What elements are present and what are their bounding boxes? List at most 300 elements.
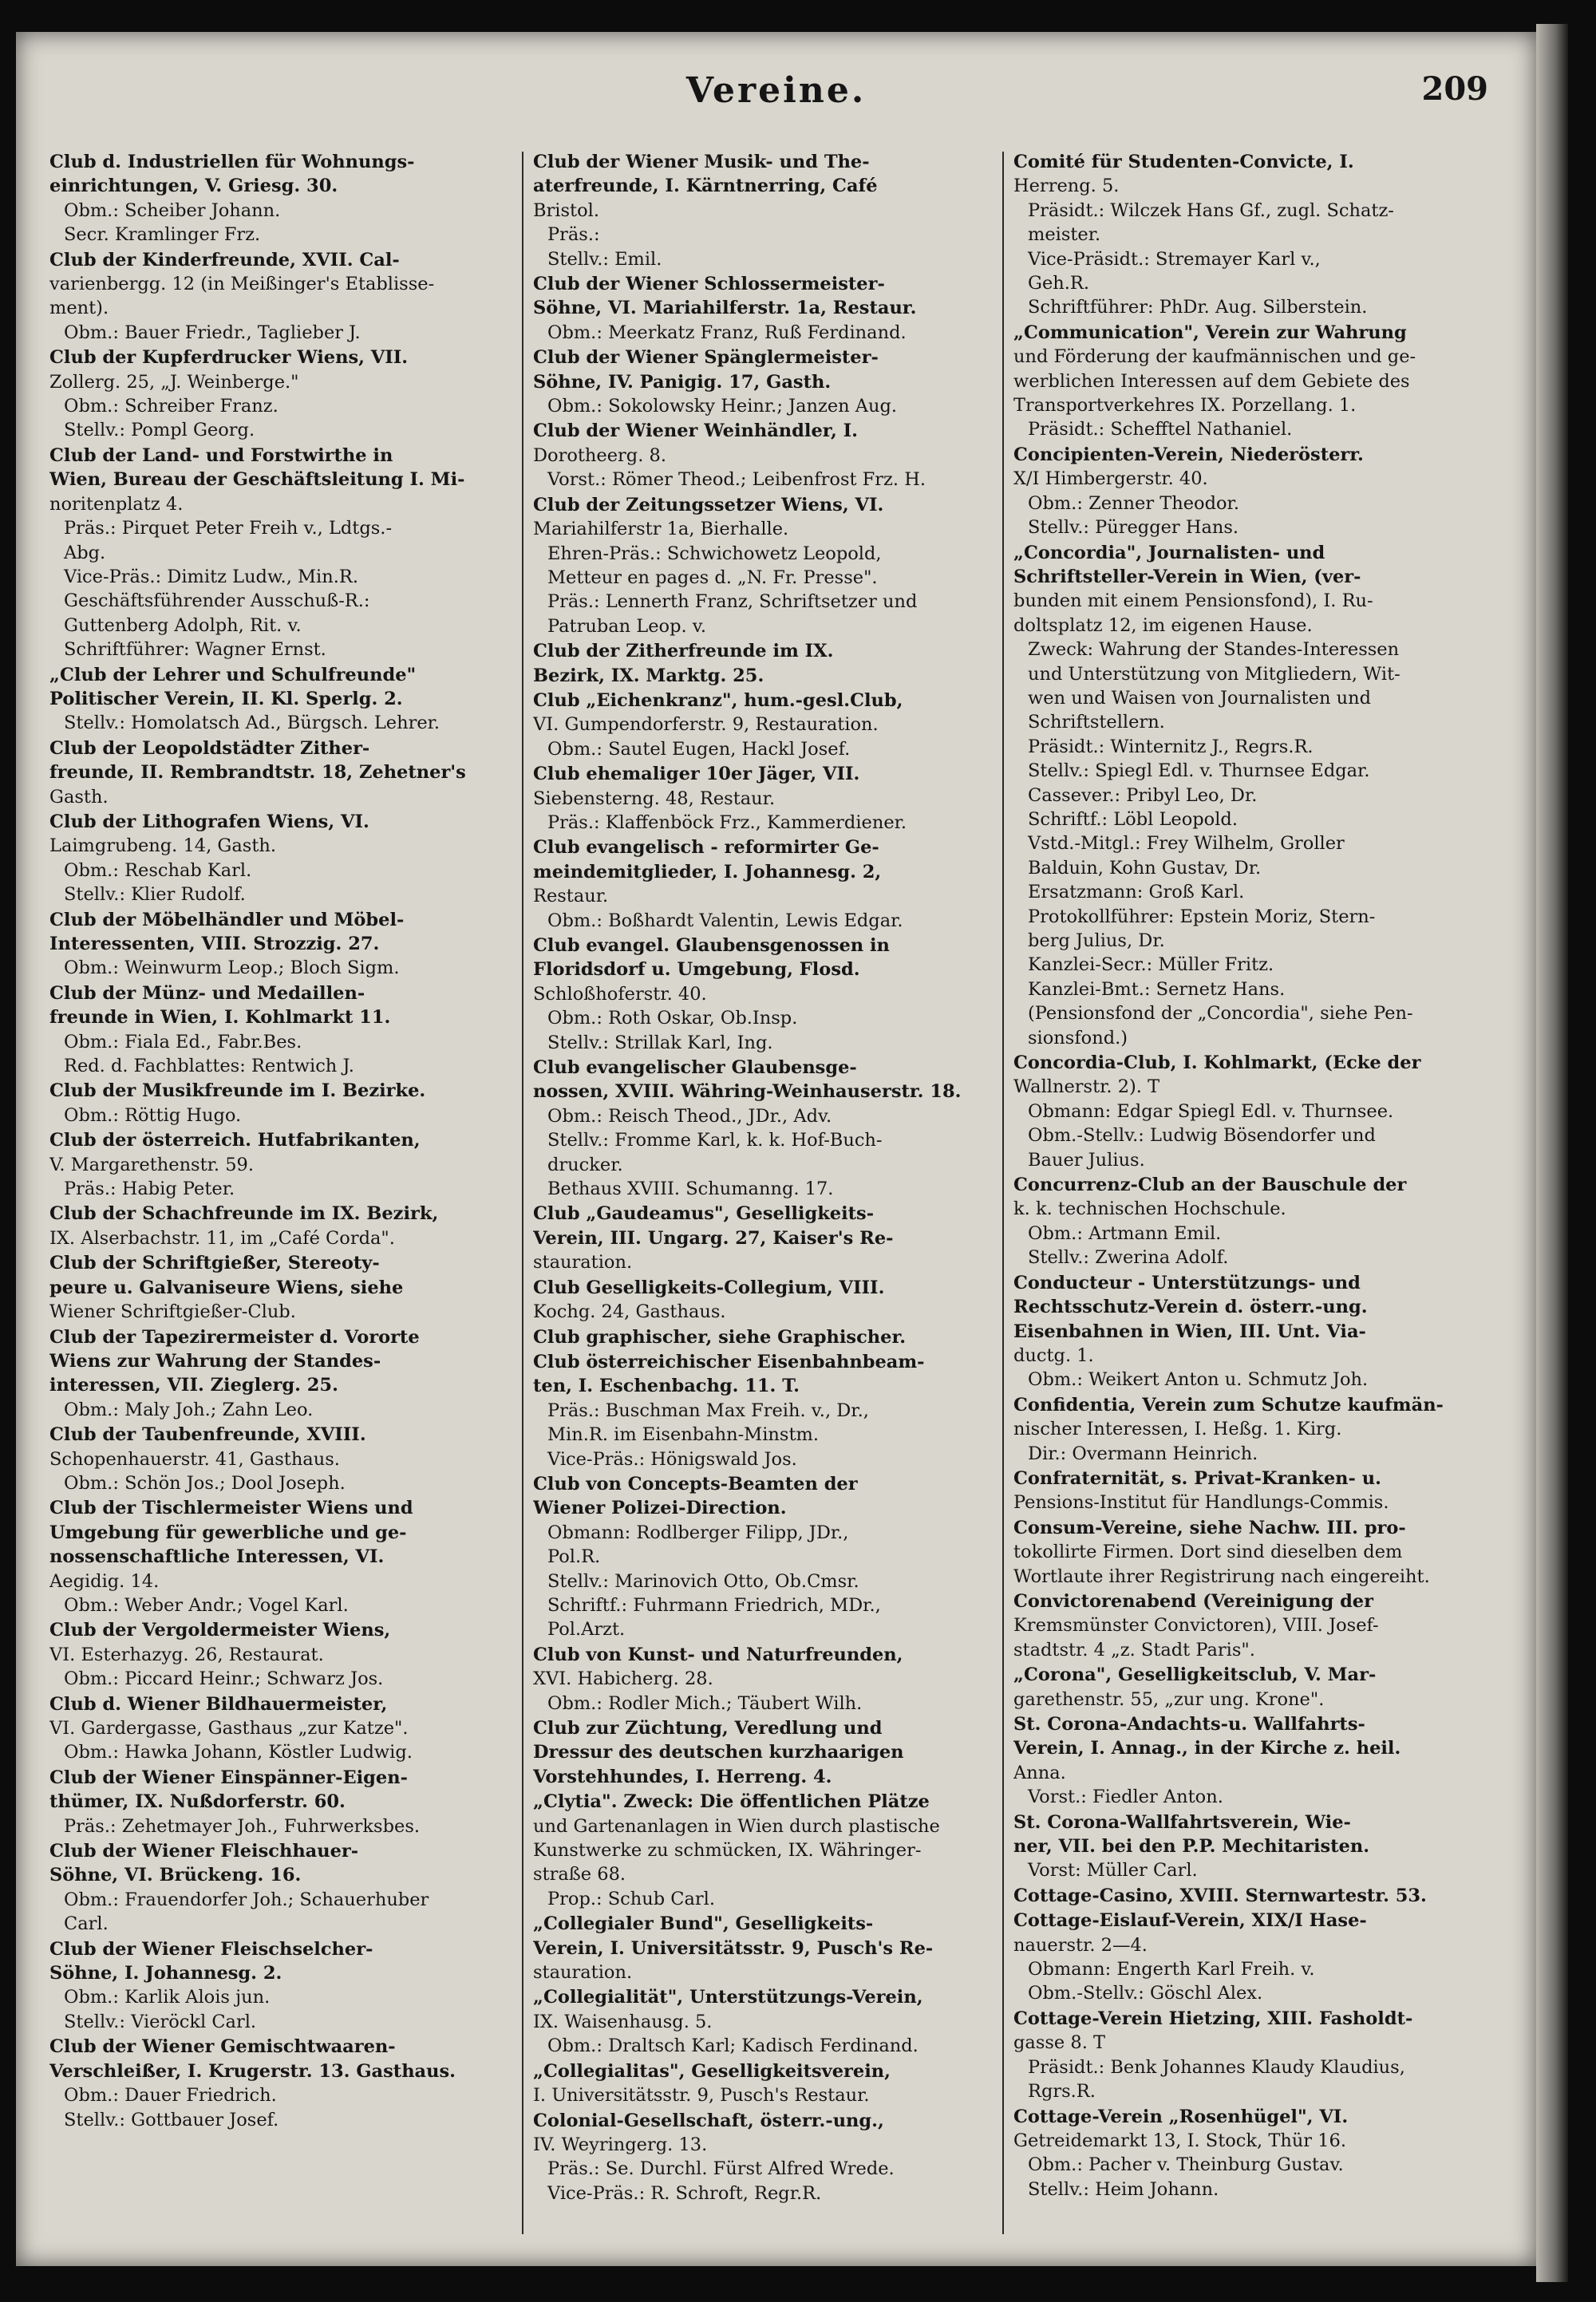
entry-text-line: Obm.: Zenner Theodor.: [1028, 492, 1239, 514]
entry-text-line: Stellv.: Homolatsch Ad., Bürgsch. Lehrer.: [64, 713, 440, 734]
entry-heading-line: „Collegialer Bund", Geselligkeits-: [533, 1913, 874, 1935]
entry-text-line: Präs.:: [547, 224, 600, 246]
entry-text-line: Obm.: Piccard Heinr.; Schwarz Jos.: [64, 1668, 384, 1690]
entry-text-line: Pensions-Institut für Handlungs-Commis.: [1013, 1492, 1389, 1514]
entry-heading-line: Club d. Industriellen für Wohnungs-: [49, 152, 415, 172]
entry-text-line: Bristol.: [533, 199, 599, 221]
book-edge: [1536, 24, 1568, 2282]
entry-text-line: Schloßhoferstr. 40.: [533, 983, 707, 1005]
entry-heading-line: Schriftsteller-Verein in Wien, (ver-: [1013, 566, 1361, 587]
entry-text-line: Präs.: Zehetmayer Joh., Fuhrwerksbes.: [64, 1815, 421, 1837]
entry-text-line: Vice-Präsidt.: Stremayer Karl v.,: [1028, 248, 1321, 270]
directory-entry: [533, 1716, 992, 1789]
entry-heading-line: Cottage-Eislauf-Verein, XIX/I Hase-: [1013, 1910, 1367, 1932]
entry-heading-line: Club der Möbelhändler und Möbel-: [49, 909, 405, 930]
entry-heading-line: Club der Münz- und Medaillen-: [49, 982, 365, 1004]
entry-heading-line: Wiens zur Wahrung der Standes-: [49, 1350, 381, 1372]
entry-text-line: Obm.: Schön Jos.; Dool Joseph.: [64, 1472, 346, 1494]
directory-entry: [1013, 1467, 1472, 1515]
entry-text-line: Anna.: [1013, 1762, 1066, 1783]
entry-text-line: Präsidt.: Benk Johannes Klaudy Klaudius,: [1028, 2056, 1405, 2078]
entry-text-line: I. Universitätsstr. 9, Pusch's Restaur.: [533, 2085, 870, 2107]
entry-heading-line: Bezirk, IX. Marktg. 25.: [533, 665, 764, 686]
entry-text-line: Stellv.: Zwerina Adolf.: [1028, 1247, 1229, 1269]
entry-heading-line: Floridsdorf u. Umgebung, Flosd.: [533, 959, 860, 981]
entry-heading-line: Verschleißer, I. Krugerstr. 13. Gasthaus.: [49, 2060, 456, 2082]
directory-entry: [1013, 1712, 1472, 1810]
entry-text-line: Protokollführer: Epstein Moriz, Stern-: [1028, 906, 1376, 927]
entry-text-line: Obm.: Reisch Theod., JDr., Adv.: [547, 1105, 832, 1127]
directory-entry: [1013, 443, 1472, 540]
entry-heading-line: Club der Kupferdrucker Wiens, VII.: [49, 347, 409, 369]
entry-text-line: Obmann: Edgar Spiegl Edl. v. Thurnsee.: [1028, 1100, 1394, 1122]
entry-heading-line: ner, VII. bei den P.P. Mechitaristen.: [1013, 1836, 1370, 1858]
entry-text-line: Rgrs.R.: [1028, 2081, 1096, 2103]
entry-heading-line: Club der Wiener Musik- und The-: [533, 152, 870, 172]
entry-text-line: Guttenberg Adolph, Rit. v.: [64, 614, 302, 636]
entry-text-line: Zweck: Wahrung der Standes-Interessen: [1028, 639, 1400, 661]
directory-entry: [533, 1276, 992, 1325]
entry-text-line: Obm.-Stellv.: Ludwig Bösendorfer und: [1028, 1125, 1376, 1147]
directory-entry: [49, 1839, 508, 1937]
entry-text-line: Präs.: Buschman Max Freih. v., Dr.,: [547, 1400, 869, 1421]
entry-text-line: IX. Waisenhausg. 5.: [533, 2011, 713, 2032]
entry-heading-line: Club evangelischer Glaubensge-: [533, 1057, 857, 1079]
entry-heading-line: Verein, III. Ungarg. 27, Kaiser's Re-: [533, 1227, 894, 1249]
entry-heading-line: Club der Wiener Schlossermeister-: [533, 274, 885, 295]
entry-heading-line: St. Corona-Andachts-u. Wallfahrts-: [1013, 1714, 1365, 1735]
entry-text-line: Restaur.: [533, 886, 609, 907]
directory-entry: [49, 1251, 508, 1324]
entry-heading-line: nossen, XVIII. Währing-Weinhauserstr. 18.: [533, 1081, 962, 1103]
entry-text-line: Obm.: Rodler Mich.; Täubert Wilh.: [547, 1692, 863, 1714]
entry-text-line: Obm.: Weinwurm Leop.; Bloch Sigm.: [64, 958, 400, 979]
directory-entry: [49, 444, 508, 662]
directory-entry: [1013, 1516, 1472, 1589]
entry-heading-line: Söhne, VI. Brückeng. 16.: [49, 1865, 302, 1886]
entry-heading-line: Cottage-Verein Hietzing, XIII. Fasholdt-: [1013, 2008, 1413, 2029]
entry-heading-line: Dressur des deutschen kurzhaarigen: [533, 1742, 904, 1763]
directory-entry: [49, 810, 508, 907]
directory-entry: [533, 493, 992, 638]
entry-text-line: Präsidt.: Schefftel Nathaniel.: [1028, 419, 1293, 440]
entry-text-line: X/I Himbergerstr. 40.: [1013, 468, 1208, 490]
entry-heading-line: Club zur Züchtung, Veredlung und: [533, 1718, 883, 1739]
entry-heading-line: Club ehemaliger 10er Jäger, VII.: [533, 764, 860, 785]
entry-heading-line: Vorstehhundes, I. Herreng. 4.: [533, 1766, 832, 1787]
entry-text-line: Min.R. im Eisenbahn-Minstm.: [547, 1424, 819, 1446]
entry-heading-line: freunde in Wien, I. Kohlmarkt 11.: [49, 1007, 391, 1029]
entry-text-line: Präs.: Habig Peter.: [64, 1179, 235, 1200]
entry-text-line: Wallnerstr. 2). T: [1013, 1076, 1160, 1098]
page-number: 209: [1421, 70, 1488, 108]
entry-heading-line: „Corona", Geselligkeitsclub, V. Mar-: [1013, 1664, 1377, 1686]
entry-text-line: Zollerg. 25, „J. Weinberge.": [49, 371, 299, 393]
entry-heading-line: Confidentia, Verein zum Schutze kaufmän-: [1013, 1394, 1444, 1416]
entry-text-line: Stellv.: Gottbauer Josef.: [64, 2109, 279, 2130]
entry-text-line: Obm.: Schreiber Franz.: [64, 396, 279, 417]
book-page: [16, 32, 1536, 2266]
directory-entry: [533, 1985, 992, 2058]
directory-entry: [49, 1937, 508, 2035]
entry-heading-line: thümer, IX. Nußdorferstr. 60.: [49, 1791, 346, 1813]
entry-heading-line: ten, I. Eschenbachg. 11. T.: [533, 1376, 800, 1397]
entry-text-line: Obm.: Sautel Eugen, Hackl Josef.: [547, 738, 851, 760]
entry-text-line: Prop.: Schub Carl.: [547, 1888, 716, 1909]
entry-heading-line: Verein, I. Annag., in der Kirche z. heil.: [1013, 1738, 1401, 1759]
entry-text-line: stadtstr. 4 „z. Stadt Paris".: [1013, 1639, 1255, 1660]
entry-text-line: noritenplatz 4.: [49, 493, 184, 515]
entry-text-line: Red. d. Fachblattes: Rentwich J.: [64, 1056, 354, 1077]
entry-text-line: Obm.: Maly Joh.; Zahn Leo.: [64, 1399, 314, 1420]
entry-heading-line: Club der Kinderfreunde, XVII. Cal-: [49, 249, 400, 270]
entry-text-line: Carl.: [64, 1913, 109, 1935]
entry-text-line: Obm.: Weikert Anton u. Schmutz Joh.: [1028, 1369, 1369, 1391]
entry-text-line: Cassever.: Pribyl Leo, Dr.: [1028, 784, 1258, 806]
entry-text-line: doltsplatz 12, im eigenen Hause.: [1013, 614, 1313, 636]
entry-text-line: Dorotheerg. 8.: [533, 444, 666, 466]
entry-text-line: Pol.Arzt.: [547, 1619, 626, 1641]
entry-heading-line: Wiener Polizei-Direction.: [533, 1498, 787, 1519]
directory-entry: [1013, 321, 1472, 442]
entry-heading-line: nossenschaftliche Interessen, VI.: [49, 1546, 385, 1568]
entry-text-line: Schriftführer: Wagner Ernst.: [64, 639, 326, 661]
entry-heading-line: Verein, I. Universitätsstr. 9, Pusch's Re-: [533, 1937, 934, 1959]
directory-entry: [49, 736, 508, 809]
entry-heading-line: Club der Wiener Fleischhauer-: [49, 1841, 359, 1862]
entry-text-line: Gasth.: [49, 786, 109, 807]
entry-text-line: Transportverkehres IX. Porzellang. 1.: [1013, 395, 1357, 417]
directory-entry: [49, 1423, 508, 1495]
directory-entry: [533, 1643, 992, 1716]
entry-heading-line: Club evangel. Glaubensgenossen in: [533, 935, 890, 956]
directory-entry: [49, 248, 508, 345]
entry-text-line: Stellv.: Heim Johann.: [1028, 2178, 1219, 2200]
column-divider: [522, 152, 523, 2234]
entry-text-line: Stellv.: Püregger Hans.: [1028, 517, 1239, 539]
entry-text-line: IX. Alserbachstr. 11, im „Café Corda".: [49, 1227, 395, 1249]
directory-entry: [1013, 1589, 1472, 1662]
entry-text-line: Bauer Julius.: [1028, 1149, 1145, 1171]
entry-heading-line: Cottage-Verein „Rosenhügel", VI.: [1013, 2106, 1349, 2127]
entry-text-line: Obm.: Röttig Hugo.: [64, 1104, 242, 1126]
entry-heading-line: meindemitglieder, I. Johannesg. 2,: [533, 861, 882, 882]
entry-heading-line: Söhne, VI. Mariahilferstr. 1a, Restaur.: [533, 298, 917, 319]
directory-entry: [1013, 1909, 1472, 2006]
entry-text-line: Schriftstellern.: [1028, 712, 1165, 733]
entry-text-line: Präs.: Se. Durchl. Fürst Alfred Wrede.: [547, 2158, 895, 2180]
directory-entry: [49, 150, 508, 247]
directory-entry: [533, 1472, 992, 1642]
entry-heading-line: Club d. Wiener Bildhauermeister,: [49, 1693, 388, 1715]
entry-text-line: Obm.: Reschab Karl.: [64, 859, 252, 881]
directory-entry: [1013, 1271, 1472, 1392]
entry-text-line: Präs.: Pirquet Peter Freih v., Ldtgs.-: [64, 518, 393, 539]
entry-text-line: Vstd.-Mitgl.: Frey Wilhelm, Groller: [1028, 833, 1345, 855]
entry-heading-line: Club der Schriftgießer, Stereoty-: [49, 1253, 380, 1274]
entry-text-line: Vice-Präs.: Hönigswald Jos.: [547, 1448, 797, 1470]
entry-heading-line: Politischer Verein, II. Kl. Sperlg. 2.: [49, 688, 403, 709]
entry-text-line: Abg.: [64, 542, 106, 563]
entry-text-line: Balduin, Kohn Gustav, Dr.: [1028, 857, 1262, 879]
entry-text-line: Ersatzmann: Groß Karl.: [1028, 882, 1245, 903]
entry-text-line: Obm.: Scheiber Johann.: [64, 199, 281, 221]
entry-text-line: Vice-Präs.: Dimitz Ludw., Min.R.: [64, 566, 358, 587]
entry-text-line: Obm.: Draltsch Karl; Kadisch Ferdinand.: [547, 2035, 918, 2057]
entry-text-line: Bethaus XVIII. Schumanng. 17.: [547, 1179, 834, 1200]
entry-heading-line: Club Geselligkeits-Collegium, VIII.: [533, 1277, 885, 1298]
entry-heading-line: Club der Land- und Forstwirthe in: [49, 444, 393, 466]
directory-entry: [533, 272, 992, 345]
entry-text-line: Metteur en pages d. „N. Fr. Presse".: [547, 567, 878, 588]
entry-text-line: Ehren-Präs.: Schwichowetz Leopold,: [547, 543, 882, 564]
directory-entry: [533, 150, 992, 271]
entry-heading-line: Colonial-Gesellschaft, österr.-ung.,: [533, 2110, 884, 2131]
entry-text-line: Geh.R.: [1028, 273, 1090, 294]
directory-entry: [1013, 1810, 1472, 1883]
entry-text-line: Mariahilferstr 1a, Bierhalle.: [533, 519, 789, 540]
entry-heading-line: Club der Wiener Weinhändler, I.: [533, 421, 858, 442]
entry-text-line: Obm.: Artmann Emil.: [1028, 1222, 1222, 1244]
entry-text-line: Obm.: Sokolowsky Heinr.; Janzen Aug.: [547, 396, 898, 417]
entry-text-line: Herreng. 5.: [1013, 176, 1120, 197]
entry-text-line: Stellv.: Fromme Karl, k. k. Hof-Buch-: [547, 1130, 883, 1151]
directory-entry: [533, 1912, 992, 1984]
entry-heading-line: Club „Eichenkranz", hum.-gesl.Club,: [533, 689, 903, 711]
entry-heading-line: Club der Tapezirermeister d. Vororte: [49, 1326, 420, 1348]
entry-text-line: Obm.: Roth Oskar, Ob.Insp.: [547, 1008, 798, 1029]
entry-heading-line: Club evangelisch - reformirter Ge-: [533, 837, 879, 859]
directory-entry: [49, 1128, 508, 1201]
directory-entry: [49, 2035, 508, 2132]
entry-text-line: Obm.: Bauer Friedr., Taglieber J.: [64, 322, 361, 343]
entry-text-line: Obmann: Engerth Karl Freih. v.: [1028, 1959, 1315, 1980]
directory-entry: [533, 835, 992, 933]
directory-entry: [1013, 1884, 1472, 1908]
entry-heading-line: Concordia-Club, I. Kohlmarkt, (Ecke der: [1013, 1052, 1421, 1074]
directory-entry: [49, 908, 508, 981]
entry-heading-line: Club der Wiener Einspänner-Eigen-: [49, 1767, 408, 1788]
entry-text-line: und Förderung der kaufmännischen und ge-: [1013, 346, 1416, 368]
directory-entry: [533, 1350, 992, 1471]
entry-heading-line: Rechtsschutz-Verein d. österr.-ung.: [1013, 1297, 1368, 1318]
directory-entry: [49, 1325, 508, 1423]
entry-text-line: Schriftf.: Fuhrmann Friedrich, MDr.,: [547, 1594, 881, 1616]
entry-heading-line: Consum-Vereine, siehe Nachw. III. pro-: [1013, 1517, 1406, 1538]
directory-entry: [533, 1202, 992, 1274]
entry-text-line: Kanzlei-Bmt.: Sernetz Hans.: [1028, 978, 1286, 1000]
directory-entry: [49, 345, 508, 443]
entry-text-line: VI. Gardergasse, Gasthaus „zur Katze".: [49, 1718, 409, 1739]
entry-heading-line: Club der Leopoldstädter Zither-: [49, 737, 370, 759]
entry-heading-line: Söhne, I. Johannesg. 2.: [49, 1963, 282, 1984]
entry-text-line: Stellv.: Marinovich Otto, Ob.Cmsr.: [547, 1570, 859, 1592]
directory-entry: [1013, 541, 1472, 1051]
entry-heading-line: Club der Zeitungssetzer Wiens, VI.: [533, 494, 884, 515]
directory-entry: [49, 1766, 508, 1838]
directory-entry: [1013, 1663, 1472, 1712]
entry-heading-line: Concurrenz-Club an der Bauschule der: [1013, 1175, 1407, 1196]
entry-heading-line: Club von Kunst- und Naturfreunden,: [533, 1644, 903, 1665]
entry-text-line: Obm.: Meerkatz Franz, Ruß Ferdinand.: [547, 322, 907, 343]
directory-entry: [533, 934, 992, 1055]
entry-text-line: VI. Gumpendorferstr. 9, Restauration.: [533, 714, 879, 736]
entry-heading-line: einrichtungen, V. Griesg. 30.: [49, 176, 338, 197]
entry-text-line: XVI. Habicherg. 28.: [533, 1668, 713, 1690]
entry-text-line: stauration.: [533, 1252, 633, 1273]
entry-text-line: nauerstr. 2—4.: [1013, 1934, 1148, 1956]
page-title: Vereine.: [685, 70, 867, 111]
entry-heading-line: „Collegialitas", Geselligkeitsverein,: [533, 2060, 891, 2082]
entry-heading-line: „Clytia". Zweck: Die öffentlichen Plätze: [533, 1791, 930, 1813]
entry-heading-line: aterfreunde, I. Kärntnerring, Café: [533, 176, 878, 197]
entry-text-line: Stellv.: Emil.: [547, 248, 662, 270]
entry-text-line: Stellv.: Pompl Georg.: [64, 420, 255, 441]
entry-heading-line: Club der Taubenfreunde, XVIII.: [49, 1424, 366, 1446]
entry-heading-line: St. Corona-Wallfahrtsverein, Wie-: [1013, 1811, 1351, 1833]
entry-text-line: wen und Waisen von Journalisten und: [1028, 687, 1371, 709]
entry-text-line: Getreidemarkt 13, I. Stock, Thür 16.: [1013, 2130, 1346, 2151]
directory-entry: [533, 1056, 992, 1201]
directory-entry: [533, 2109, 992, 2206]
entry-heading-line: Concipienten-Verein, Niederösterr.: [1013, 444, 1364, 465]
directory-entry: [533, 1325, 992, 1349]
entry-text-line: Dir.: Overmann Heinrich.: [1028, 1443, 1258, 1464]
entry-text-line: Kanzlei-Secr.: Müller Fritz.: [1028, 954, 1274, 976]
entry-text-line: bunden mit einem Pensionsfond), I. Ru-: [1013, 590, 1373, 612]
entry-text-line: Präsidt.: Wilczek Hans Gf., zugl. Schatz-: [1028, 199, 1394, 221]
entry-text-line: Stellv.: Klier Rudolf.: [64, 884, 246, 906]
entry-heading-line: Eisenbahnen in Wien, III. Unt. Via-: [1013, 1321, 1366, 1342]
entry-text-line: k. k. technischen Hochschule.: [1013, 1198, 1286, 1220]
entry-text-line: Stellv.: Strillak Karl, Ing.: [547, 1032, 773, 1053]
entry-text-line: Laimgrubeng. 14, Gasth.: [49, 835, 277, 857]
directory-entry: [1013, 150, 1472, 320]
entry-text-line: ment).: [49, 298, 109, 319]
entry-heading-line: Club der Zitherfreunde im IX.: [533, 641, 834, 662]
entry-text-line: werblichen Interessen auf dem Gebiete des: [1013, 370, 1410, 392]
entry-text-line: garethenstr. 55, „zur ung. Krone".: [1013, 1688, 1325, 1710]
column-divider: [1002, 152, 1004, 2234]
directory-entry: [533, 762, 992, 835]
entry-heading-line: Club der Schachfreunde im IX. Bezirk,: [49, 1203, 439, 1225]
entry-text-line: Präs.: Klaffenböck Frz., Kammerdiener.: [547, 811, 907, 833]
entry-heading-line: Club der Wiener Spänglermeister-: [533, 347, 879, 369]
directory-entry: [533, 2059, 992, 2108]
entry-text-line: gasse 8. T: [1013, 2032, 1106, 2054]
directory-entry: [1013, 1051, 1472, 1172]
directory-entry: [49, 1692, 508, 1765]
entry-text-line: Aegidig. 14.: [49, 1570, 160, 1592]
entry-text-line: Schriftführer: PhDr. Aug. Silberstein.: [1028, 297, 1368, 318]
entry-heading-line: Club der österreich. Hutfabrikanten,: [49, 1130, 421, 1151]
entry-text-line: Wortlaute ihrer Registrirung nach eingereiht.: [1013, 1566, 1430, 1587]
entry-text-line: Siebensterng. 48, Restaur.: [533, 788, 776, 809]
directory-entry: [49, 1496, 508, 1617]
entry-heading-line: Umgebung für gewerbliche und ge-: [49, 1522, 407, 1543]
entry-heading-line: Cottage-Casino, XVIII. Sternwartestr. 53.: [1013, 1885, 1427, 1906]
entry-text-line: drucker.: [547, 1154, 623, 1175]
column-2: [533, 150, 992, 2241]
entry-text-line: Präs.: Lennerth Franz, Schriftsetzer und: [547, 591, 918, 613]
entry-text-line: Obm.: Hawka Johann, Köstler Ludwig.: [64, 1742, 413, 1763]
directory-entry: [49, 1079, 508, 1127]
entry-text-line: Obm.: Karlik Alois jun.: [64, 1987, 271, 2008]
directory-entry: [533, 419, 992, 492]
directory-entry: [533, 639, 992, 688]
entry-heading-line: „Club der Lehrer und Schulfreunde": [49, 664, 417, 685]
directory-entry: [49, 1202, 508, 1250]
entry-text-line: Obm.: Fiala Ed., Fabr.Bes.: [64, 1031, 302, 1052]
entry-text-line: Schriftf.: Löbl Leopold.: [1028, 808, 1238, 830]
entry-heading-line: Convictorenabend (Vereinigung der: [1013, 1590, 1373, 1612]
entry-text-line: berg Julius, Dr.: [1028, 930, 1165, 951]
entry-heading-line: Club der Wiener Gemischtwaaren-: [49, 2036, 396, 2058]
entry-text-line: Patruban Leop. v.: [547, 615, 706, 637]
entry-text-line: und Unterstützung von Mitgliedern, Wit-: [1028, 663, 1400, 685]
entry-heading-line: Club der Tischlermeister Wiens und: [49, 1498, 413, 1519]
entry-text-line: Vorst.: Fiedler Anton.: [1028, 1787, 1223, 1808]
entry-heading-line: Interessenten, VIII. Strozzig. 27.: [49, 934, 380, 954]
entry-text-line: Secr. Kramlinger Frz.: [64, 224, 261, 246]
entry-heading-line: Wien, Bureau der Geschäftsleitung I. Mi-: [49, 469, 465, 491]
directory-entry: [533, 1790, 992, 1911]
entry-text-line: Stellv.: Vieröckl Carl.: [64, 2011, 257, 2032]
entry-text-line: tokollirte Firmen. Dort sind dieselben dem: [1013, 1542, 1403, 1563]
directory-entry: [49, 663, 508, 736]
entry-text-line: Obm.-Stellv.: Göschl Alex.: [1028, 1983, 1263, 2004]
directory-entry: [1013, 2105, 1472, 2202]
entry-text-line: Vorst: Müller Carl.: [1028, 1860, 1198, 1881]
entry-text-line: IV. Weyringerg. 13.: [533, 2134, 708, 2155]
entry-heading-line: Club der Vergoldermeister Wiens,: [49, 1620, 391, 1641]
entry-heading-line: Club graphischer, siehe Graphischer.: [533, 1326, 907, 1348]
entry-heading-line: Söhne, IV. Panigig. 17, Gasth.: [533, 371, 832, 393]
entry-text-line: Vorst.: Römer Theod.; Leibenfrost Frz. H.: [547, 469, 926, 491]
entry-text-line: stauration.: [533, 1962, 633, 1984]
entry-text-line: Obm.: Boßhardt Valentin, Lewis Edgar.: [547, 910, 903, 931]
directory-entry: [49, 981, 508, 1079]
column-3: [1013, 150, 1472, 2241]
column-1: [49, 150, 508, 2241]
directory-entry: [1013, 1393, 1472, 1466]
entry-text-line: meister.: [1028, 224, 1101, 246]
entry-text-line: VI. Esterhazyg. 26, Restaurat.: [49, 1644, 324, 1665]
entry-text-line: Obmann: Rodlberger Filipp, JDr.,: [547, 1522, 849, 1543]
entry-heading-line: Club der Lithografen Wiens, VI.: [49, 811, 369, 832]
entry-text-line: Präsidt.: Winternitz J., Regrs.R.: [1028, 736, 1314, 757]
entry-text-line: Obm.: Frauendorfer Joh.; Schauerhuber: [64, 1889, 429, 1910]
entry-heading-line: Conducteur - Unterstützungs- und: [1013, 1272, 1361, 1293]
directory-entry: [1013, 2007, 1472, 2104]
entry-text-line: straße 68.: [533, 1864, 626, 1885]
entry-text-line: Schopenhauerstr. 41, Gasthaus.: [49, 1448, 340, 1470]
entry-text-line: V. Margarethenstr. 59.: [49, 1154, 255, 1175]
entry-text-line: Kremsmünster Convictoren), VIII. Josef-: [1013, 1615, 1379, 1637]
entry-heading-line: „Communication", Verein zur Wahrung: [1013, 322, 1407, 343]
entry-heading-line: Club österreichischer Eisenbahnbeam-: [533, 1351, 925, 1372]
entry-text-line: ductg. 1.: [1013, 1344, 1094, 1366]
entry-text-line: Wiener Schriftgießer-Club.: [49, 1301, 296, 1323]
entry-heading-line: Club „Gaudeamus", Geselligkeits-: [533, 1203, 875, 1225]
directory-entry: [49, 1618, 508, 1691]
entry-text-line: Obm.: Pacher v. Theinburg Gustav.: [1028, 2154, 1344, 2176]
directory-entry: [533, 345, 992, 418]
entry-heading-line: „Concordia", Journalisten- und: [1013, 542, 1325, 563]
entry-text-line: Pol.R.: [547, 1546, 601, 1568]
entry-heading-line: „Collegialität", Unterstützungs-Verein,: [533, 1987, 923, 2008]
entry-text-line: nischer Interessen, I. Heßg. 1. Kirg.: [1013, 1419, 1342, 1440]
